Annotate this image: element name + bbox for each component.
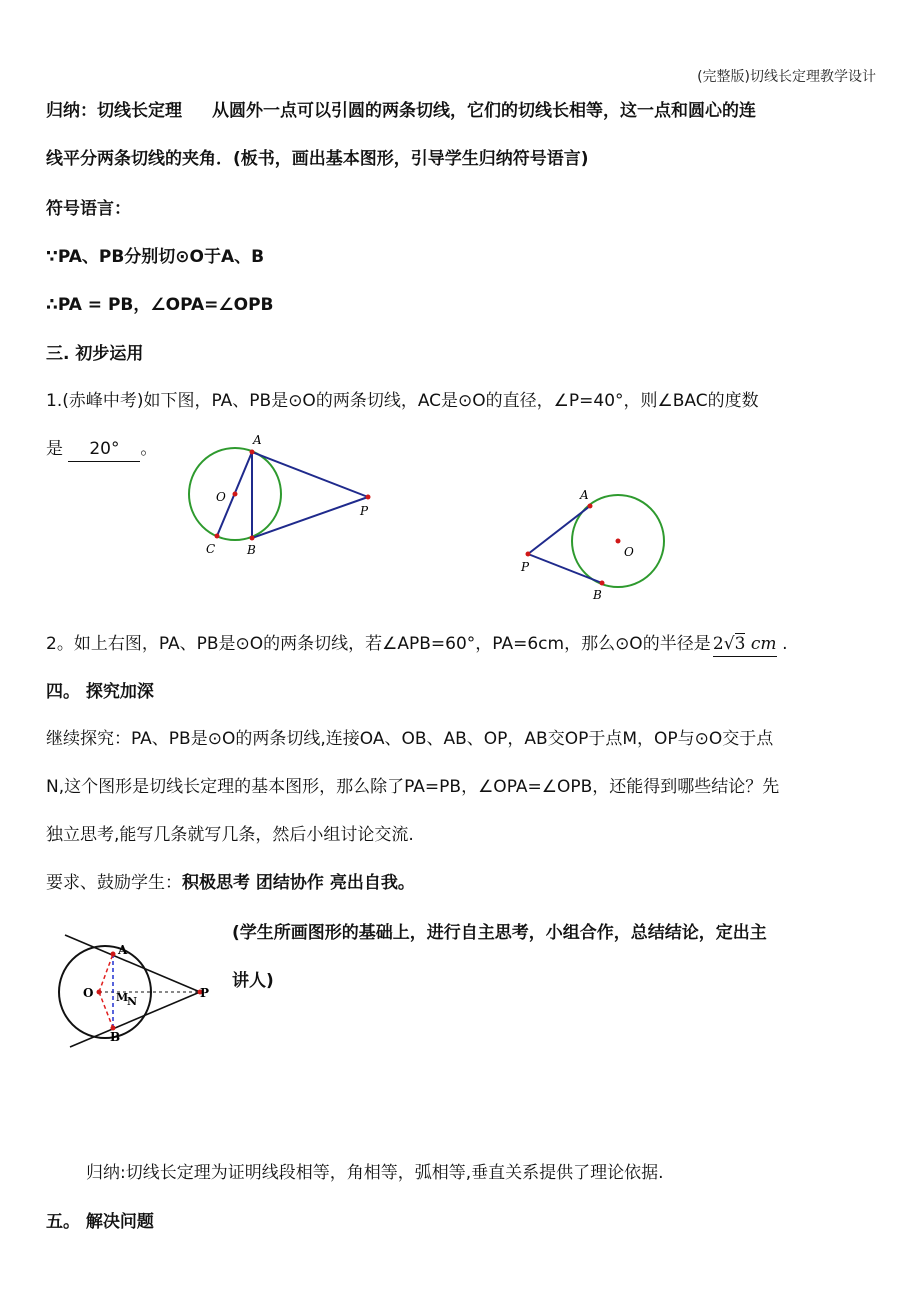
summary-theorem-line2: 线平分两条切线的夹角．(板书，画出基本图形，引导学生归纳符号语言)	[46, 149, 589, 169]
figure-1-point-P	[366, 495, 371, 500]
teacher-note-line1: (学生所画图形的基础上，进行自主思考，小组合作，总结结论，定出主	[232, 923, 767, 943]
figure-2-point-B	[600, 581, 605, 586]
figure-3-point-A	[111, 952, 116, 957]
problem-2-line	[46, 632, 788, 657]
figure-1-point-C	[215, 534, 220, 539]
figure-2-point-A	[588, 504, 593, 509]
problem-2-answer-coef: 2	[712, 634, 724, 654]
figure-1-label-A: A	[253, 433, 262, 447]
page-header: (完整版)切线长定理教学设计	[697, 69, 876, 85]
teacher-note-line2: 讲人)	[232, 971, 274, 991]
problem-1-line2	[46, 437, 157, 462]
figure-2-label-A: A	[580, 488, 589, 502]
figure-3-label-O: O	[83, 986, 94, 1000]
requirement-line	[46, 871, 415, 895]
figure-1-point-A	[250, 450, 255, 455]
figure-3-label-M: M	[116, 991, 129, 1004]
summary-label: 归纳：切线长定理	[46, 101, 182, 121]
section-5-title: 五。 解决问题	[46, 1212, 154, 1232]
problem-2-text: 2。如上右图，PA、PB是⊙O的两条切线，若∠APB=60°，PA=6cm，那么⊙O的半径是	[46, 634, 711, 654]
problem-2-answer	[713, 632, 777, 657]
problem-1-prefix: 是	[46, 439, 63, 459]
figure-1-segment-PB	[252, 497, 368, 538]
figure-2-point-O	[616, 539, 621, 544]
figure-3-segment-OA	[99, 954, 113, 992]
figure-2-segment-PA	[528, 506, 590, 554]
figure-3-label-N: N	[127, 995, 138, 1008]
problem-1-answer: 20°	[68, 437, 140, 462]
summary-text-1: 从圆外一点可以引圆的两条切线，它们的切线长相等，这一点和圆心的连	[212, 101, 756, 121]
problem-1-suffix: 。	[140, 439, 158, 459]
problem-2-answer-root: 3	[734, 634, 746, 654]
figure-3-label-B: B	[110, 1030, 121, 1044]
problem-1-line1: 1.(赤峰中考)如下图，PA、PB是⊙O的两条切线，AC是⊙O的直径，∠P=40°，则∠BAC的度数	[46, 391, 759, 411]
therefore-statement: ∴PA = PB，∠OPA=∠OPB	[46, 295, 274, 315]
figure-3-point-O	[97, 990, 102, 995]
figure-1-label-P: P	[360, 504, 369, 518]
explore-line1: 继续探究：PA、PB是⊙O的两条切线,连接OA、OB、AB、OP，AB交OP于点M，OP与⊙O交于点	[46, 729, 774, 749]
requirement-prefix: 要求、鼓励学生：	[46, 873, 182, 893]
summary-2: 归纳:切线长定理为证明线段相等，角相等，弧相等,垂直关系提供了理论依据.	[86, 1163, 664, 1183]
figure-2-label-B: B	[593, 588, 602, 602]
figure-3-label-P: P	[200, 986, 210, 1000]
figure-1-segment-PA	[252, 452, 368, 497]
figure-2-point-P	[526, 552, 531, 557]
figure-2	[510, 485, 680, 605]
figure-3-tangent-upper	[65, 935, 200, 992]
figure-2-segment-PB	[528, 554, 602, 583]
figure-1	[170, 430, 390, 560]
explore-line2: N,这个图形是切线长定理的基本图形，那么除了PA=PB，∠OPA=∠OPB，还能得到哪些结论？先	[46, 777, 780, 797]
figure-1-label-B: B	[247, 543, 256, 557]
figure-3	[55, 920, 225, 1050]
figure-3-segment-OB	[99, 992, 113, 1028]
symbol-language-title: 符号语言：	[46, 199, 131, 219]
section-3-title: 三. 初步运用	[46, 344, 144, 364]
figure-1-point-O	[233, 492, 238, 497]
problem-2-answer-unit: cm	[750, 634, 777, 654]
sqrt-symbol: √	[723, 634, 735, 654]
summary-theorem-line1	[46, 99, 756, 123]
because-statement: ∵PA、PB分别切⊙O于A、B	[46, 247, 265, 267]
figure-3-label-A: A	[118, 943, 128, 957]
figure-1-label-C: C	[206, 542, 216, 556]
figure-1-label-O: O	[216, 490, 226, 504]
requirement-emphasis: 积极思考 团结协作 亮出自我。	[182, 873, 415, 893]
figure-1-point-B	[250, 536, 255, 541]
section-4-title: 四。 探究加深	[46, 682, 154, 702]
figure-2-label-P: P	[521, 560, 530, 574]
problem-2-suffix: .	[782, 634, 788, 654]
figure-2-label-O: O	[624, 545, 634, 559]
explore-line3: 独立思考,能写几条就写几条，然后小组讨论交流.	[46, 825, 414, 845]
